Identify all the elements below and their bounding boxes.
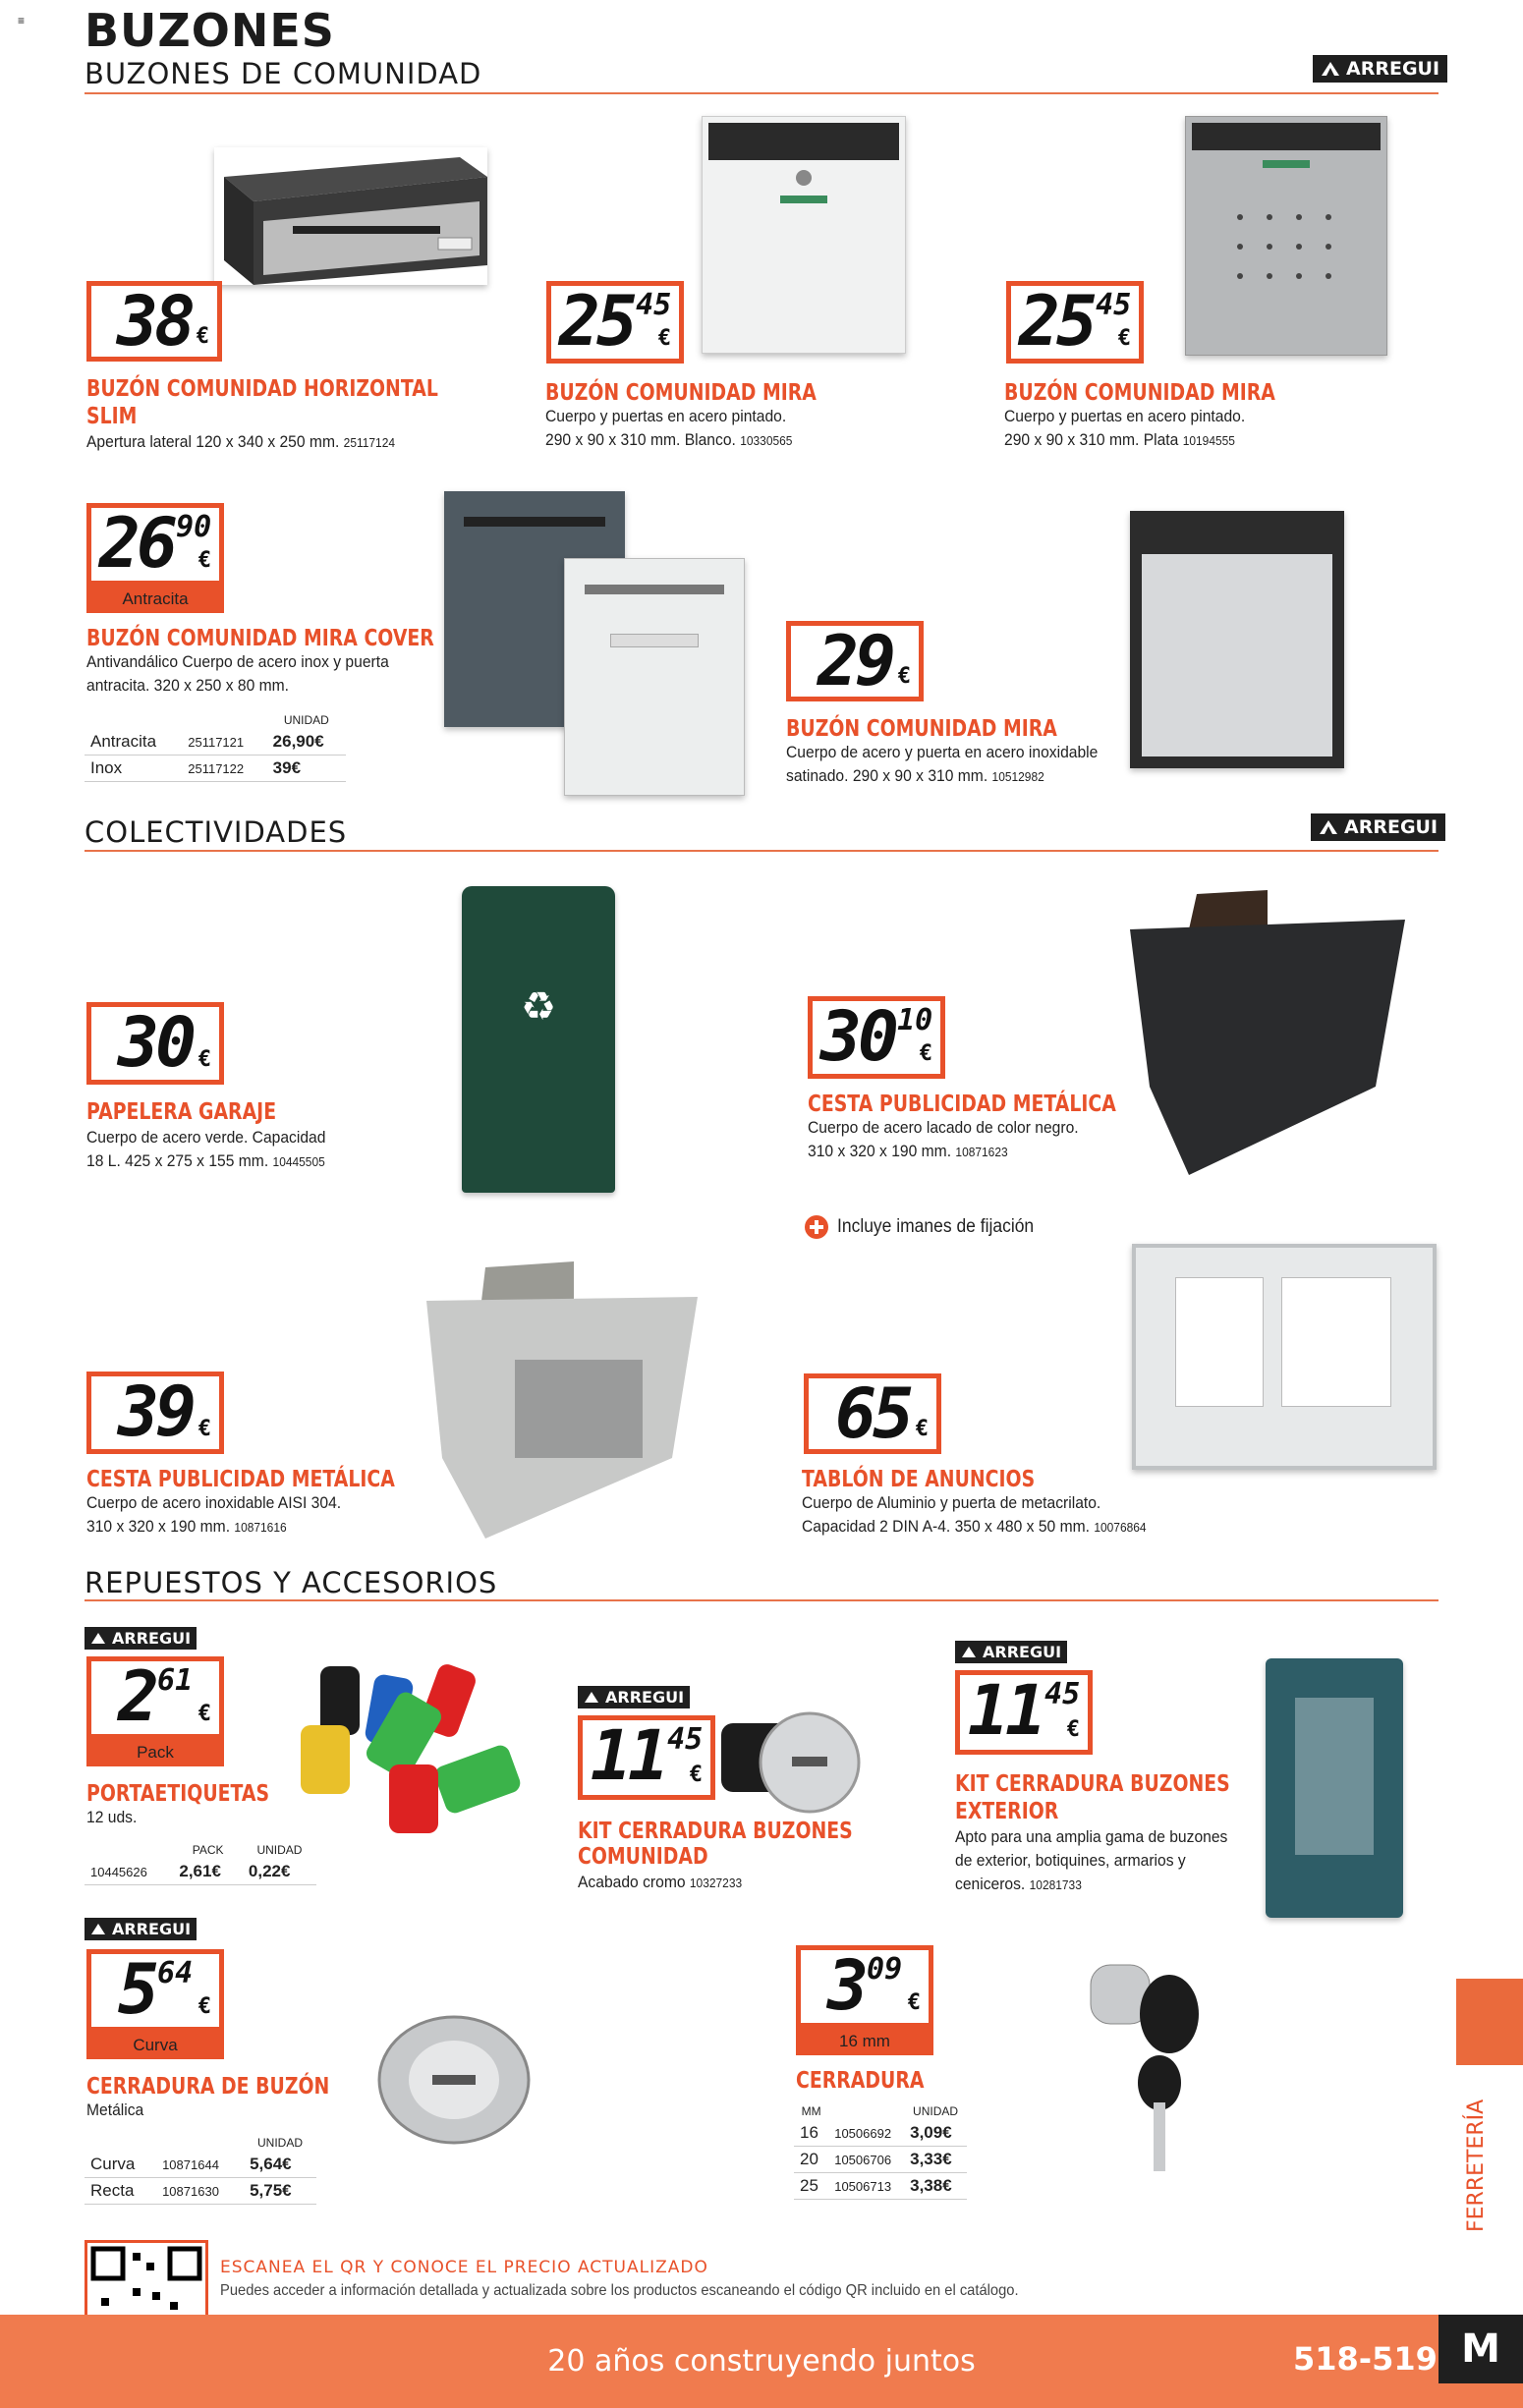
brand-logo	[955, 1641, 1067, 1663]
store-logo[interactable]: M	[1438, 2315, 1523, 2383]
table-header-unit: UNIDAD	[913, 2104, 959, 2118]
price-currency: €	[915, 1417, 929, 1441]
price-box-p7	[808, 996, 945, 1079]
price-table-p13	[85, 2134, 316, 2205]
product-image-buzon-horizontal	[214, 147, 487, 285]
footer-slogan: 20 años construyendo juntos	[547, 2344, 976, 2379]
product-name-p11: KIT CERRADURA BUZONES	[578, 1819, 853, 1844]
price-box-p11	[578, 1715, 715, 1800]
side-tab-text: FERRETERÍA	[1464, 2099, 1489, 2232]
brand-triangle-icon	[1319, 819, 1338, 835]
price-currency: €	[197, 1994, 211, 2019]
brand-triangle-icon	[584, 1691, 599, 1704]
product-image-buzon-mira-blanco	[702, 116, 906, 354]
product-name-p14: CERRADURA	[796, 2068, 925, 2094]
table-row: Recta 10871630 5,75€	[85, 2178, 316, 2205]
price-currency: €	[196, 324, 209, 349]
product-name-p1-line2: SLIM	[86, 404, 138, 429]
table-header-mm: MM	[801, 2104, 821, 2118]
brand-logo	[1311, 813, 1445, 841]
product-desc-p12: Apto para una amplia gama de buzones	[955, 1827, 1228, 1846]
price-integer: 38	[116, 281, 193, 362]
product-name-p8: CESTA PUBLICIDAD METÁLICA	[86, 1467, 395, 1492]
product-name-p3: BUZÓN COMUNIDAD MIRA	[1004, 380, 1275, 406]
product-image-buzon-mira-plata	[1185, 116, 1387, 356]
price-decimals: 64	[157, 1956, 194, 1990]
price-currency: €	[657, 326, 671, 351]
price-currency: €	[1117, 326, 1131, 351]
product-desc-p1: Apertura lateral 120 x 340 x 250 mm. 25117124	[86, 432, 396, 451]
product-desc-p3: Cuerpo y puertas en acero pintado.	[1004, 407, 1246, 425]
table-row: 20 10506706 3,33€	[794, 2147, 967, 2173]
price-currency: €	[1066, 1717, 1080, 1742]
product-name-p4: BUZÓN COMUNIDAD MIRA COVER	[86, 626, 434, 651]
price-tag-p14: 16 mm	[796, 2028, 933, 2055]
section-title-repuestos: REPUESTOS Y ACCESORIOS	[85, 1566, 498, 1599]
section-rule	[85, 1599, 1438, 1601]
brand-logo	[85, 1627, 197, 1650]
product-name-p7: CESTA PUBLICIDAD METÁLICA	[808, 1092, 1116, 1117]
price-integer: 26	[98, 503, 175, 584]
price-currency: €	[897, 664, 911, 689]
price-box-p14	[796, 1945, 933, 2028]
table-row: Antracita 25117121 26,90€	[85, 729, 346, 756]
product-desc-p7: Cuerpo de acero lacado de color negro.	[808, 1118, 1079, 1137]
side-tab-label	[1456, 2065, 1523, 2242]
price-box-p13	[86, 1949, 224, 2032]
product-desc-p6: Cuerpo de acero verde. Capacidad	[86, 1128, 326, 1147]
price-integer: 39	[117, 1372, 194, 1452]
product-ref: 10445505	[272, 1154, 325, 1169]
price-integer: 2	[117, 1656, 156, 1737]
price-box-p1	[86, 281, 222, 362]
brand-name: ARREGUI	[983, 1643, 1062, 1661]
product-image-papelera	[462, 886, 615, 1193]
section-title-colectividades: COLECTIVIDADES	[85, 815, 348, 849]
product-image-portaetiquetas	[281, 1647, 546, 1849]
product-desc-p4-line2: antracita. 320 x 250 x 80 mm.	[86, 676, 290, 695]
price-integer: 65	[834, 1373, 911, 1454]
table-row: 16 10506692 3,09€	[794, 2120, 967, 2147]
price-decimals: 45	[667, 1722, 704, 1757]
price-table-p4	[85, 711, 346, 782]
product-image-cerradura-llave	[1081, 1955, 1218, 2181]
product-desc-p4: Antivandálico Cuerpo de acero inox y puerta	[86, 652, 389, 671]
feature-note	[804, 1214, 1051, 1240]
product-ref: 10871623	[955, 1145, 1008, 1159]
price-decimals: 61	[157, 1663, 194, 1698]
product-image-tablon	[1132, 1244, 1437, 1470]
price-tag-p13: Curva	[86, 2032, 224, 2059]
product-desc-p5-line2: satinado. 290 x 90 x 310 mm. 10512982	[786, 766, 1044, 785]
product-image-cerradura-buzon	[377, 2014, 531, 2146]
price-integer: 29	[817, 621, 893, 701]
product-desc-p12-line3: ceniceros. 10281733	[955, 1875, 1082, 1893]
price-box-p6	[86, 1002, 224, 1085]
price-currency: €	[197, 548, 211, 573]
brand-name: ARREGUI	[112, 1920, 192, 1938]
table-row: Inox 25117122 39€	[85, 756, 346, 782]
price-currency: €	[919, 1041, 932, 1066]
page-title: BUZONES	[85, 4, 335, 57]
price-integer: 11	[967, 1670, 1044, 1751]
product-name-p12-line2: EXTERIOR	[955, 1799, 1059, 1824]
price-box-p5	[786, 621, 924, 701]
product-ref: 10076864	[1094, 1520, 1147, 1535]
brand-logo	[578, 1686, 690, 1708]
product-name-p2: BUZÓN COMUNIDAD MIRA	[545, 380, 817, 406]
product-desc-p8: Cuerpo de acero inoxidable AISI 304.	[86, 1493, 342, 1512]
price-tag-p4: Antracita	[86, 586, 224, 613]
price-decimals: 45	[1096, 288, 1132, 322]
product-name-p12: KIT CERRADURA BUZONES	[955, 1771, 1230, 1797]
plus-circle-icon	[804, 1214, 829, 1240]
product-name-p1: BUZÓN COMUNIDAD HORIZONTAL	[86, 376, 438, 402]
price-integer: 30	[117, 1002, 194, 1083]
product-desc-p13: Metálica	[86, 2100, 144, 2119]
brand-triangle-icon	[90, 1923, 106, 1935]
price-box-p3	[1006, 281, 1144, 364]
product-image-kit-exterior	[1266, 1658, 1403, 1918]
price-decimals: 10	[897, 1003, 933, 1037]
section-rule	[85, 850, 1438, 852]
title-rule	[85, 92, 1438, 94]
qr-title: ESCANEA EL QR Y CONOCE EL PRECIO ACTUALIZADO	[220, 2258, 708, 2277]
price-tag-p10: Pack	[86, 1739, 224, 1766]
price-integer: 25	[1018, 281, 1095, 362]
product-desc-p11: Acabado cromo 10327233	[578, 1873, 743, 1891]
product-name-p11-line2: COMUNIDAD	[578, 1844, 708, 1870]
table-header-unit: UNIDAD	[257, 2136, 304, 2150]
price-integer: 11	[590, 1715, 666, 1796]
corner-mark: ≡	[18, 14, 26, 28]
brand-name: ARREGUI	[112, 1629, 192, 1648]
product-desc-p9-line2: Capacidad 2 DIN A-4. 350 x 480 x 50 mm. 10076864	[802, 1517, 1147, 1536]
price-integer: 3	[826, 1945, 866, 2026]
trash-icon: ♻	[521, 985, 556, 1029]
page-numbers: 518-519	[1293, 2340, 1438, 2378]
product-name-p9: TABLÓN DE ANUNCIOS	[802, 1467, 1036, 1492]
product-image-cesta-inox	[426, 1261, 698, 1539]
table-row: Curva 10871644 5,64€	[85, 2152, 316, 2178]
product-ref: 10327233	[689, 1876, 743, 1890]
brand-name: ARREGUI	[1344, 816, 1438, 838]
brand-name: ARREGUI	[1346, 58, 1440, 80]
product-ref: 10512982	[991, 769, 1044, 784]
product-name-p13: CERRADURA DE BUZÓN	[86, 2074, 330, 2100]
price-currency: €	[907, 1990, 921, 2015]
price-integer: 25	[558, 281, 635, 362]
product-desc-p8-line2: 310 x 320 x 190 mm. 10871616	[86, 1517, 287, 1536]
product-ref: 10871616	[234, 1520, 287, 1535]
product-ref: 10281733	[1029, 1877, 1082, 1892]
product-image-cerradura-comunidad	[721, 1704, 861, 1821]
brand-logo	[1313, 55, 1447, 83]
price-decimals: 09	[867, 1952, 903, 1987]
product-desc-p2: Cuerpo y puertas en acero pintado.	[545, 407, 787, 425]
page-subtitle: BUZONES DE COMUNIDAD	[85, 57, 482, 90]
product-desc-p6-line2: 18 L. 425 x 275 x 155 mm. 10445505	[86, 1151, 325, 1170]
product-ref: 10330565	[740, 433, 793, 448]
product-ref: 10194555	[1182, 433, 1235, 448]
price-integer: 30	[819, 996, 896, 1077]
table-row: 10445626 2,61€ 0,22€	[85, 1859, 316, 1885]
table-header-pack: PACK	[192, 1843, 224, 1857]
product-name-p6: PAPELERA GARAJE	[86, 1099, 277, 1125]
brand-triangle-icon	[1321, 61, 1340, 77]
product-desc-p9: Cuerpo de Aluminio y puerta de metacrilato.	[802, 1493, 1101, 1512]
side-tab-block	[1456, 1979, 1523, 2065]
brand-triangle-icon	[90, 1632, 106, 1645]
product-desc-p2-line2: 290 x 90 x 310 mm. Blanco. 10330565	[545, 430, 793, 449]
price-box-p4	[86, 503, 224, 586]
price-currency: €	[197, 1047, 211, 1072]
product-desc-p10: 12 uds.	[86, 1808, 138, 1826]
product-image-buzon-mira-inox	[1130, 511, 1344, 768]
table-header-unit: UNIDAD	[256, 1843, 303, 1857]
price-currency: €	[689, 1763, 703, 1787]
brand-logo	[85, 1918, 197, 1940]
product-ref: 25117124	[343, 435, 396, 450]
price-box-p10	[86, 1656, 224, 1739]
product-image-buzon-cover-inox	[564, 558, 745, 796]
table-row: 25 10506713 3,38€	[794, 2173, 967, 2200]
qr-text: Puedes acceder a información detallada y actualizada sobre los productos escaneando el código QR incluido en el catálogo.	[220, 2282, 1019, 2299]
brand-name: ARREGUI	[605, 1688, 685, 1707]
table-header-unit: UNIDAD	[283, 713, 329, 727]
product-name-p5: BUZÓN COMUNIDAD MIRA	[786, 716, 1057, 742]
product-desc-p7-line2: 310 x 320 x 190 mm. 10871623	[808, 1142, 1008, 1160]
price-decimals: 45	[1044, 1677, 1081, 1711]
feature-note-text: Incluye imanes de fijación	[837, 1216, 1035, 1237]
product-name-p10: PORTAETIQUETAS	[86, 1781, 270, 1807]
product-desc-p12-line2: de exterior, botiquines, armarios y	[955, 1851, 1186, 1870]
price-box-p12	[955, 1670, 1093, 1755]
price-integer: 5	[117, 1949, 156, 2030]
product-desc-p5: Cuerpo de acero y puerta en acero inoxidable	[786, 743, 1099, 761]
price-decimals: 90	[176, 510, 212, 544]
price-box-p8	[86, 1372, 224, 1454]
price-box-p2	[546, 281, 684, 364]
brand-triangle-icon	[961, 1646, 977, 1658]
product-desc-p3-line2: 290 x 90 x 310 mm. Plata 10194555	[1004, 430, 1235, 449]
product-image-cesta-negra	[1130, 890, 1405, 1175]
price-currency: €	[197, 1417, 211, 1441]
price-decimals: 45	[636, 288, 672, 322]
price-currency: €	[197, 1702, 211, 1726]
price-table-p14	[794, 2102, 967, 2200]
price-box-p9	[804, 1373, 941, 1454]
